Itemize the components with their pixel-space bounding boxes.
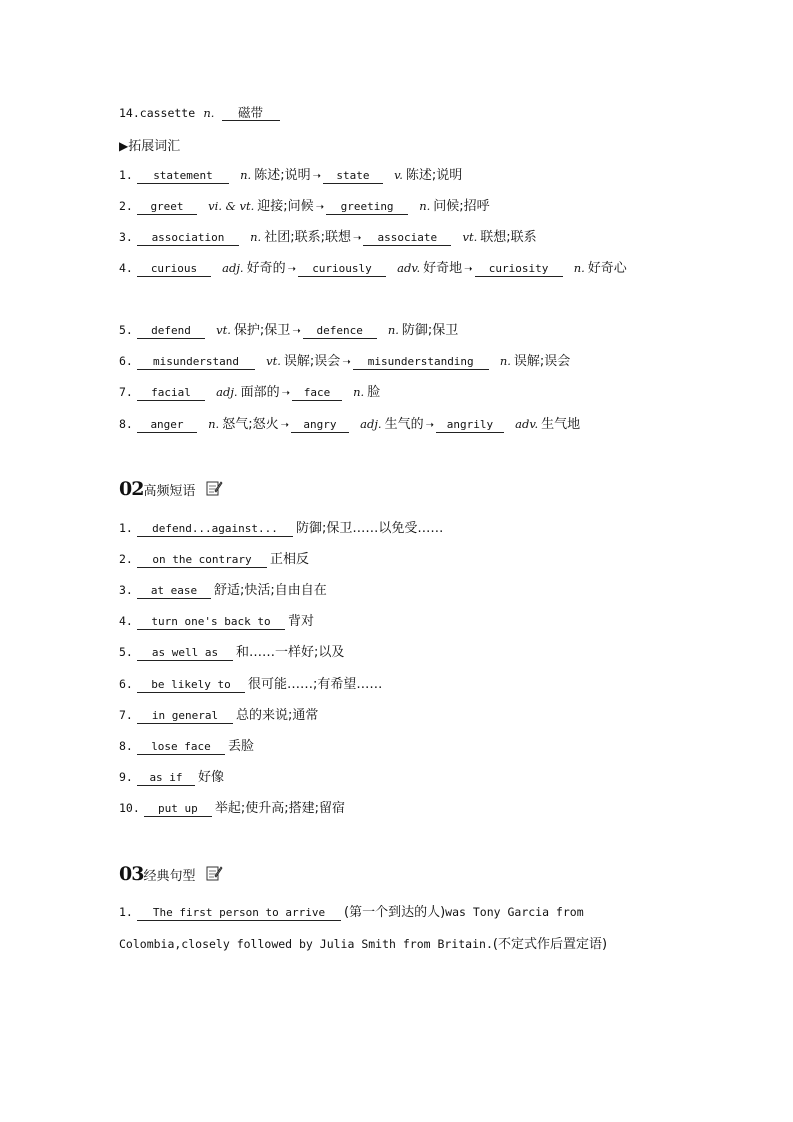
answer-blank: put up [144,801,212,817]
meaning: 社团;联系;联想 [264,230,351,245]
vocab-row [119,383,380,403]
meaning: 好奇的 [246,261,286,276]
vocab-row [119,166,462,186]
meaning: 误解;误会 [283,354,341,369]
phrase-row [119,768,224,787]
item-number: 5. [119,645,133,659]
answer-blank: 磁带 [222,105,280,121]
arrow-right-icon: ➝ [281,388,290,399]
meaning: 怒气;怒火 [222,417,279,432]
vocab-row [119,228,537,248]
arrow-right-icon: ➝ [292,326,301,337]
answer-blank: defend...against... [137,521,293,537]
triangle-marker-icon: ▶ [119,139,129,153]
item-number: 6. [119,354,133,368]
hint-text: (第一个到达的人) [344,905,446,920]
phrase-row [119,643,344,662]
notepad-icon [205,864,223,882]
section-heading-sentences [119,863,223,885]
part-of-speech: adv. [515,417,539,431]
item-number: 4. [119,261,133,275]
arrow-right-icon: ➝ [342,357,351,368]
meaning: 保护;保卫 [233,323,291,338]
phrase-row [119,706,318,725]
item-number: 7. [119,385,133,399]
vocab-item-14 [119,104,283,123]
item-number: 2. [119,199,133,213]
item-number: 1. [119,521,133,535]
arrow-right-icon: ➝ [464,264,473,275]
arrow-right-icon: ➝ [352,233,362,244]
meaning: 和……一样好;以及 [236,645,345,660]
arrow-right-icon: ➝ [312,171,321,182]
meaning: 舒适;快活;自由自在 [214,583,327,598]
section-heading-phrases [119,478,223,500]
part-of-speech: adj. [360,417,382,431]
answer-blank: greet [137,199,197,215]
answer-blank: angrily [436,417,504,433]
item-number: 14.cassette [119,106,196,120]
sentence-text: Colombia,closely followed by Julia Smith from Britain. [119,937,493,951]
answer-blank: be likely to [137,677,245,693]
meaning: 问候;招呼 [433,199,490,214]
item-number: 9. [119,770,133,784]
vocab-row [119,197,490,217]
answer-blank: state [323,168,383,184]
item-number: 8. [119,417,133,431]
answer-blank: on the contrary [137,552,267,568]
part-of-speech: n. [208,417,220,431]
item-number: 2. [119,552,133,566]
meaning: 脸 [367,385,381,400]
phrase-row [119,550,309,569]
meaning: 总的来说;通常 [236,708,319,723]
vocab-row [119,352,570,372]
item-number: 1. [119,168,133,182]
answer-blank: face [292,385,342,401]
sentence-row [119,903,584,922]
phrase-row [119,737,254,756]
meaning: 背对 [288,614,315,629]
meaning: 丢脸 [228,739,255,754]
meaning: 很可能……;有希望…… [248,677,383,692]
item-number: 3. [119,230,133,244]
vocab-row [119,321,458,341]
section-title: 经典句型 [143,869,196,884]
answer-blank: angry [291,417,349,433]
expand-vocab-title: 拓展词汇 [128,139,181,154]
meaning: 举起;使升高;搭建;留宿 [214,801,346,816]
answer-blank: as if [137,770,195,786]
notepad-icon [205,479,223,497]
part-of-speech: n. [250,230,262,244]
answer-blank: defence [303,323,377,339]
answer-blank: turn one's back to [137,614,285,630]
meaning: 好奇地 [423,261,463,276]
item-number: 1. [119,905,133,919]
answer-blank: anger [137,417,197,433]
meaning: 好奇心 [587,261,627,276]
sentence-continuation [119,935,607,954]
meaning: 面部的 [240,385,280,400]
grammar-note: (不定式作后置定语) [492,937,608,952]
part-of-speech: vt. [266,354,281,368]
answer-blank: curiosity [475,261,563,277]
answer-blank: associate [363,230,451,246]
part-of-speech: vt. [462,230,478,244]
part-of-speech: n. [499,354,511,368]
phrase-row [119,581,327,600]
answer-blank: misunderstanding [353,354,489,370]
answer-blank: curious [137,261,211,277]
answer-blank: misunderstand [137,354,255,370]
arrow-right-icon: ➝ [280,420,289,431]
phrase-row [119,519,443,538]
phrase-row [119,612,314,631]
meaning: 生气地 [541,417,581,432]
meaning: 陈述;说明 [405,168,463,183]
part-of-speech: vt. [216,323,231,337]
item-number: 8. [119,739,133,753]
answer-blank: facial [137,385,205,401]
vocab-row [119,415,580,435]
item-number: 5. [119,323,133,337]
sentence-text: was Tony Garcia from [445,905,584,919]
part-of-speech: adj. [216,385,238,399]
part-of-speech: n. [573,261,585,275]
meaning: 好像 [198,770,225,785]
answer-blank: curiously [298,261,386,277]
part-of-speech: n. [419,199,431,213]
answer-blank: The first person to arrive [137,905,341,921]
answer-blank: greeting [326,199,408,215]
section-number: 02 [119,478,144,500]
part-of-speech: n. [240,168,252,182]
part-of-speech: n. [203,106,215,120]
arrow-right-icon: ➝ [425,420,434,431]
arrow-right-icon: ➝ [287,264,296,275]
answer-blank: association [137,230,239,246]
answer-blank: at ease [137,583,211,599]
expand-vocab-header [119,135,180,154]
part-of-speech: n. [353,385,365,399]
answer-blank: defend [137,323,205,339]
section-number: 03 [119,863,144,885]
part-of-speech: vi. & vt. [208,199,255,213]
meaning: 防御;保卫 [401,323,459,338]
part-of-speech: v. [394,168,403,182]
meaning: 联想;联系 [480,230,537,245]
meaning: 误解;误会 [513,354,571,369]
item-number: 10. [119,801,140,815]
item-number: 6. [119,677,133,691]
answer-blank: statement [137,168,229,184]
answer-blank: in general [137,708,233,724]
meaning: 防御;保卫……以免受…… [296,521,444,536]
meaning: 陈述;说明 [254,168,311,183]
phrase-row [119,675,382,694]
item-number: 3. [119,583,133,597]
answer-blank: lose face [137,739,225,755]
part-of-speech: n. [387,323,399,337]
part-of-speech: adv. [397,261,421,275]
meaning: 正相反 [270,552,310,567]
section-title: 高频短语 [143,484,196,499]
part-of-speech: adj. [222,261,244,275]
item-number: 7. [119,708,133,722]
arrow-right-icon: ➝ [315,202,325,213]
item-number: 4. [119,614,133,628]
answer-blank: as well as [137,645,233,661]
vocab-row [119,259,627,279]
phrase-row [119,799,345,818]
meaning: 生气的 [384,417,424,432]
meaning: 迎接;问候 [257,199,314,214]
